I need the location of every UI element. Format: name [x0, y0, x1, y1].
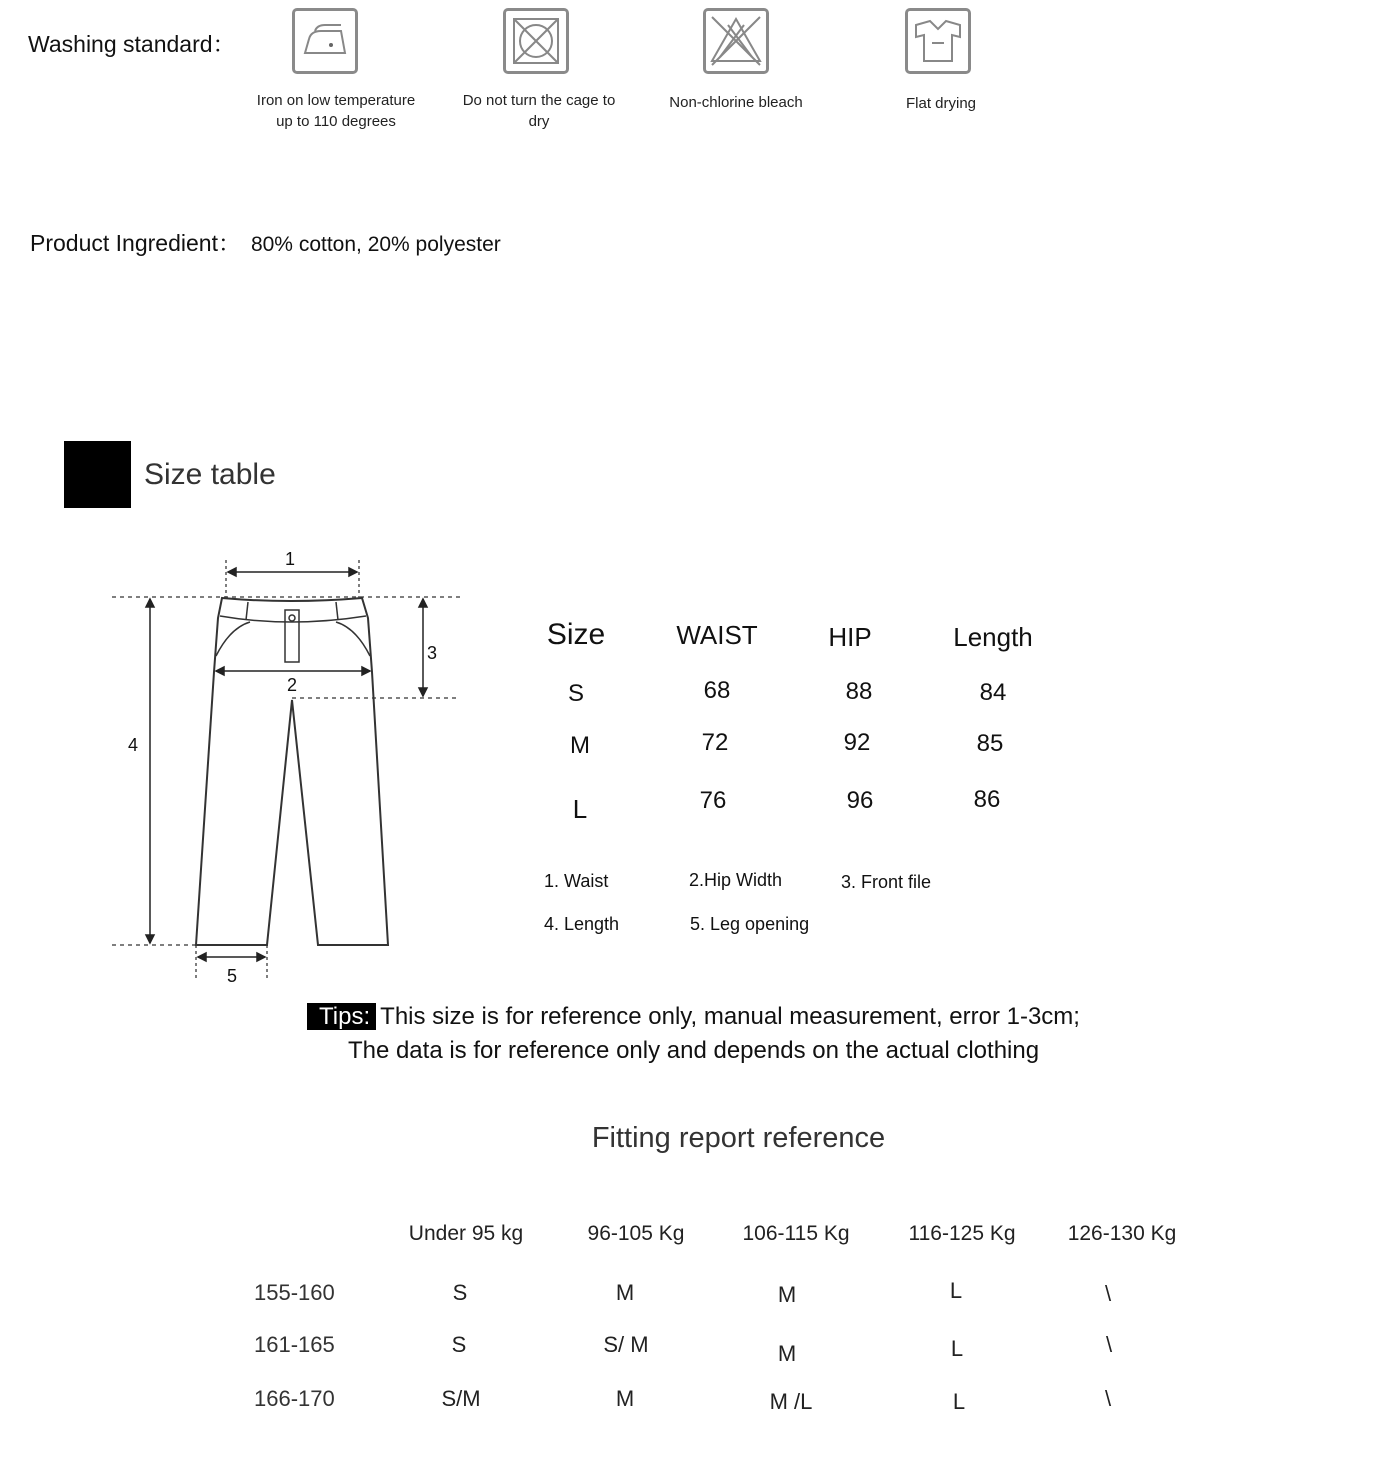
fitting-cell: \ — [1104, 1281, 1112, 1306]
fitting-header-116-125: 116-125 Kg — [908, 1222, 1016, 1245]
legend-length: 4. Length — [544, 914, 620, 934]
iron-caption: Iron on low temperature up to 110 degrees — [256, 92, 416, 130]
non-chlorine-bleach-icon — [703, 8, 769, 74]
fitting-header-under-95: Under 95 kg — [408, 1222, 524, 1245]
washing-standard-title: Washing standard： — [28, 31, 236, 57]
fitting-cell: M /L — [769, 1389, 813, 1414]
diagram-label-1: 1 — [284, 549, 296, 569]
size-row-m-waist: 72 — [701, 729, 729, 756]
fitting-cell: S/ M — [603, 1332, 649, 1357]
legend-waist: 1. Waist — [544, 871, 609, 891]
size-table-marker — [64, 441, 131, 508]
size-table-title: Size table — [144, 458, 276, 491]
size-header-hip: HIP — [828, 622, 872, 652]
tips-line2: The data is for reference only and depends on the actual clothing — [347, 1037, 1040, 1064]
legend-leg-opening: 5. Leg opening — [690, 914, 810, 934]
tips-line1: This size is for reference only, manual measurement, error 1-3cm; — [380, 1003, 1080, 1030]
size-row-m-length: 85 — [976, 730, 1004, 757]
legend-hip-width: 2.Hip Width — [689, 870, 783, 890]
fitting-header-96-105: 96-105 Kg — [587, 1222, 685, 1245]
legend-front-file: 3. Front file — [841, 872, 932, 892]
fitting-cell: L — [952, 1389, 966, 1414]
tips-block — [0, 1000, 1387, 1068]
diagram-label-2: 2 — [286, 675, 298, 695]
iron-low-icon — [292, 8, 358, 74]
size-row-s-size: S — [567, 680, 584, 707]
fitting-title: Fitting report reference — [591, 1122, 886, 1154]
size-row-s-length: 84 — [979, 679, 1007, 706]
flat-drying-caption: Flat drying — [905, 95, 977, 112]
fitting-row-height: 155-160 — [254, 1280, 335, 1305]
fitting-cell: \ — [1105, 1332, 1113, 1357]
ingredient-value: 80% cotton, 20% polyester — [250, 233, 501, 256]
size-row-l-hip: 96 — [846, 787, 874, 814]
size-row-l-length: 86 — [973, 786, 1001, 813]
size-header-size: Size — [546, 618, 606, 651]
size-header-length: Length — [953, 622, 1033, 652]
size-header-waist: WAIST — [676, 620, 758, 650]
pants-diagram — [100, 540, 480, 990]
no-tumble-dry-icon — [503, 8, 569, 74]
diagram-label-5: 5 — [226, 966, 238, 986]
fitting-cell: \ — [1104, 1386, 1112, 1411]
size-row-s-hip: 88 — [845, 678, 873, 705]
fitting-cell: L — [950, 1336, 964, 1361]
product-ingredient — [30, 225, 501, 258]
size-row-l-size: L — [572, 794, 588, 824]
size-row-l-waist: 76 — [699, 787, 727, 814]
no-tumble-caption: Do not turn the cage to dry — [462, 92, 616, 130]
fitting-cell: M — [615, 1280, 635, 1305]
flat-drying-icon — [905, 8, 971, 74]
fitting-cell: S — [451, 1332, 467, 1357]
fitting-cell: M — [615, 1386, 635, 1411]
fitting-header-106-115: 106-115 Kg — [742, 1222, 850, 1245]
fitting-cell: M — [777, 1341, 797, 1366]
fitting-cell: L — [949, 1278, 963, 1303]
fitting-cell: M — [777, 1282, 797, 1307]
size-row-m-size: M — [570, 732, 590, 759]
tips-badge: Tips: — [307, 1003, 376, 1030]
diagram-label-4: 4 — [127, 735, 139, 755]
fitting-header-126-130: 126-130 Kg — [1067, 1222, 1177, 1245]
fitting-cell: S/M — [441, 1386, 481, 1411]
diagram-label-3: 3 — [426, 643, 438, 663]
size-row-m-hip: 92 — [843, 729, 871, 756]
size-row-s-waist: 68 — [703, 677, 731, 704]
bleach-caption: Non-chlorine bleach — [669, 94, 803, 111]
ingredient-label: Product Ingredient： — [30, 230, 241, 256]
fitting-row-height: 166-170 — [254, 1386, 335, 1411]
fitting-cell: S — [452, 1280, 468, 1305]
fitting-row-height: 161-165 — [254, 1332, 335, 1357]
